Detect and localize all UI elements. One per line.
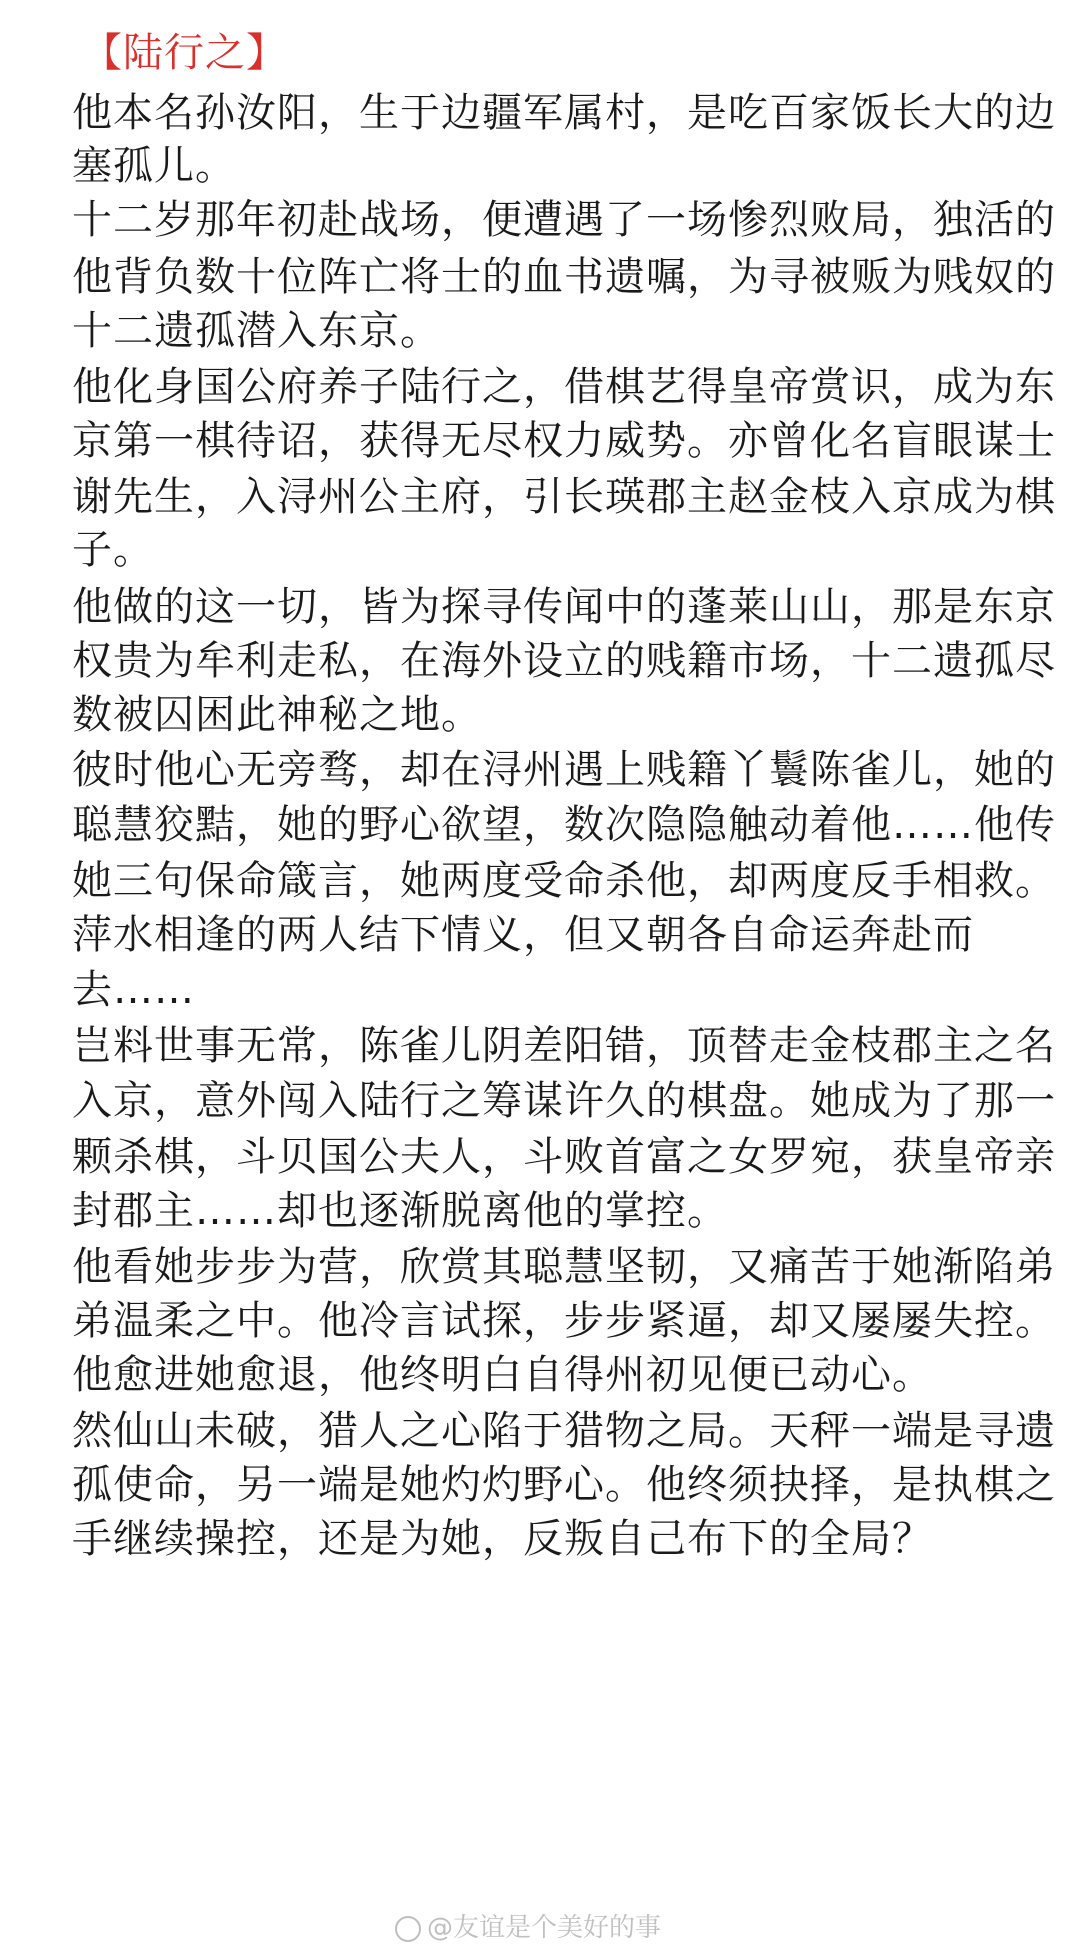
paragraph-line: 聪慧狡黠，她的野心欲望，数次隐隐触动着他……他传 xyxy=(72,802,1056,848)
paragraph-line: 权贵为牟利走私，在海外设立的贱籍市场，十二遗孤尽 xyxy=(72,638,1056,684)
weibo-logo-icon xyxy=(395,1916,421,1942)
paragraph-line: 封郡主……却也逐渐脱离他的掌控。 xyxy=(72,1188,728,1234)
paragraph-line: 彼时他心无旁骛，却在浔州遇上贱籍丫鬟陈雀儿，她的 xyxy=(72,747,1056,793)
paragraph-line: 弟温柔之中。他冷言试探，步步紧逼，却又屡屡失控。 xyxy=(72,1298,1056,1344)
paragraph-line: 她三句保命箴言，她两度受命杀他，却两度反手相救。 xyxy=(72,858,1056,904)
paragraph-line: 他背负数十位阵亡将士的血书遗嘱，为寻被贩为贱奴的 xyxy=(72,254,1056,300)
paragraph-line: 去…… xyxy=(72,967,195,1013)
paragraph-line: 十二遗孤潜入东京。 xyxy=(72,308,441,354)
paragraph-line: 京第一棋待诏，获得无尽权力威势。亦曾化名盲眼谋士 xyxy=(72,418,1056,464)
paragraph-line: 塞孤儿。 xyxy=(72,143,236,189)
paragraph-line: 他做的这一切，皆为探寻传闻中的蓬莱山山，那是东京 xyxy=(72,584,1056,630)
watermark-text: @友谊是个美好的事 xyxy=(427,1913,662,1943)
paragraph-line: 他本名孙汝阳，生于边疆军属村，是吃百家饭长大的边 xyxy=(72,90,1056,136)
paragraph-line: 手继续操控，还是为她，反叛自己布下的全局？ xyxy=(72,1516,933,1562)
paragraph-line: 谢先生，入浔州公主府，引长瑛郡主赵金枝入京成为棋 xyxy=(72,474,1056,520)
paragraph-line: 入京，意外闯入陆行之筹谋许久的棋盘。她成为了那一 xyxy=(72,1078,1056,1124)
paragraph-line: 萍水相逢的两人结下情义，但又朝各自命运奔赴而 xyxy=(72,912,974,958)
paragraph-line: 子。 xyxy=(72,527,154,573)
section-title: 【陆行之】 xyxy=(82,30,287,76)
paragraph-line: 然仙山未破，猎人之心陷于猎物之局。天秤一端是寻遗 xyxy=(72,1408,1056,1454)
paragraph-line: 他看她步步为营，欣赏其聪慧坚韧，又痛苦于她渐陷弟 xyxy=(72,1244,1056,1290)
paragraph-line: 颗杀棋，斗贝国公夫人，斗败首富之女罗宛，获皇帝亲 xyxy=(72,1134,1056,1180)
paragraph-line: 岂料世事无常，陈雀儿阴差阳错，顶替走金枝郡主之名 xyxy=(72,1023,1056,1069)
paragraph-line: 他化身国公府养子陆行之，借棋艺得皇帝赏识，成为东 xyxy=(72,364,1056,410)
watermark xyxy=(395,1912,661,1944)
paragraph-line: 十二岁那年初赴战场，便遭遇了一场惨烈败局，独活的 xyxy=(72,197,1056,243)
paragraph-line: 他愈进她愈退，他终明白自得州初见便已动心。 xyxy=(72,1352,933,1398)
paragraph-line: 孤使命，另一端是她灼灼野心。他终须抉择，是执棋之 xyxy=(72,1462,1056,1508)
paragraph-line: 数被囚困此神秘之地。 xyxy=(72,692,482,738)
